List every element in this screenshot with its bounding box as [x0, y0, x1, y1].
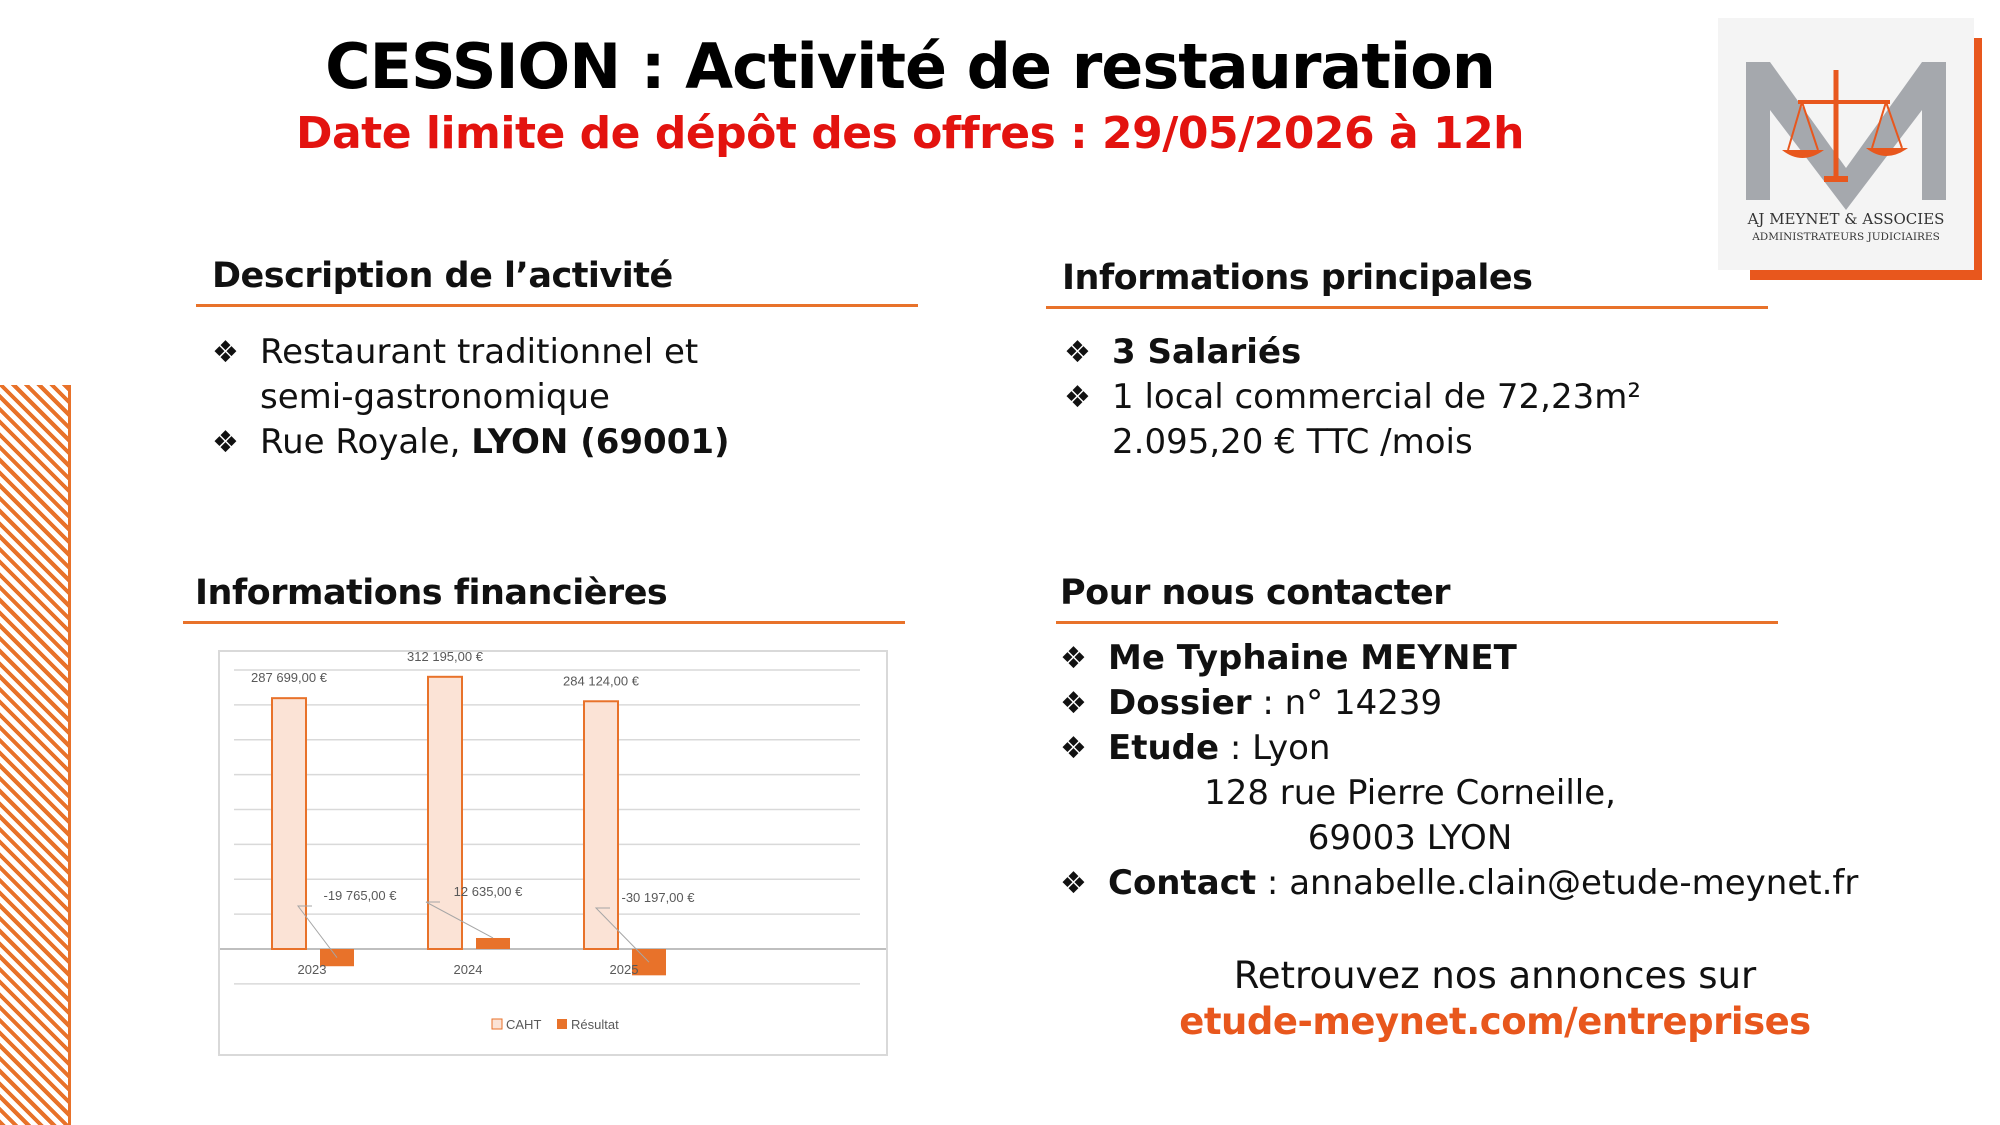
contact-name: Me Typhaine MEYNET [1108, 638, 1517, 678]
list-item: ❖ 1 local commercial de 72,23m² 2.095,20 € TTC /mois [1064, 377, 1641, 462]
list-item: ❖ 3 Salariés [1064, 330, 1704, 375]
promo-text: Retrouvez nos annonces sur [1233, 954, 1757, 997]
logo-shadow [1750, 270, 1982, 280]
legend-label-caht: CAHT [506, 1017, 542, 1032]
main-info-heading: Informations principales [1046, 258, 1768, 309]
legend-label-resultat: Résultat [571, 1017, 619, 1032]
side-decoration [0, 385, 71, 1125]
diamond-bullet-icon: ❖ [1064, 335, 1091, 370]
bar-caht [428, 677, 462, 949]
diamond-bullet-icon: ❖ [1064, 380, 1091, 415]
company-logo [1718, 18, 1974, 270]
list-item [1060, 636, 1920, 681]
logo-m-scale-icon [1740, 40, 1952, 210]
data-label-resultat: 12 635,00 € [453, 884, 523, 899]
bar-caht [584, 701, 618, 949]
diamond-bullet-icon: ❖ [1060, 686, 1087, 721]
list-item: ❖ Etude : Lyon [1060, 726, 1920, 771]
bar-caht [272, 698, 306, 949]
list-item: ❖ Rue Royale, LYON (69001) [212, 420, 912, 465]
data-label-resultat: -19 765,00 € [323, 888, 397, 903]
bar-chart [220, 652, 886, 1054]
diamond-bullet-icon: ❖ [212, 335, 239, 370]
tick-label: 2023 [297, 962, 327, 977]
list-item: ❖ Restaurant traditionnel et semi-gastronomique [212, 332, 699, 417]
data-label-caht: 287 699,00 € [251, 670, 327, 686]
description-list [212, 330, 912, 465]
logo-name: AJ MEYNET & ASSOCIES [1747, 210, 1945, 228]
contact-heading: Pour nous contacter [1056, 573, 1778, 624]
legend-swatch-resultat [557, 1019, 567, 1029]
main-info-list [1064, 330, 1704, 465]
deadline-subtitle: Date limite de dépôt des offres : 29/05/2026 à 12h [295, 108, 1525, 159]
data-label-resultat: -30 197,00 € [621, 890, 695, 905]
logo-tagline: ADMINISTRATEURS JUDICIAIRES [1752, 231, 1940, 243]
list-item: ❖ Contact : annabelle.clain@etude-meynet.fr [1060, 861, 1920, 906]
data-label-caht: 312 195,00 € [407, 652, 483, 664]
contact-list [1060, 636, 1920, 906]
data-label-caht: 284 124,00 € [563, 673, 639, 689]
diamond-bullet-icon: ❖ [212, 425, 239, 460]
tick-label: 2025 [609, 962, 639, 977]
legend-swatch-caht [492, 1019, 502, 1029]
list-item: ❖ Dossier : n° 14239 [1060, 681, 1920, 726]
bar-resultat [476, 938, 510, 949]
address: 128 rue Pierre Corneille, 69003 LYON [1204, 773, 1616, 858]
diamond-bullet-icon: ❖ [1060, 731, 1087, 766]
description-heading: Description de l’activité [196, 256, 918, 307]
contact-email[interactable]: : annabelle.clain@etude-meynet.fr [1256, 863, 1859, 903]
diamond-bullet-icon: ❖ [1060, 866, 1087, 901]
financial-heading: Informations financières [183, 573, 905, 624]
diamond-bullet-icon: ❖ [1060, 641, 1087, 676]
promo-link[interactable]: etude-meynet.com/entreprises [1179, 1000, 1811, 1043]
tick-label: 2024 [453, 962, 483, 977]
financial-chart [218, 650, 888, 1056]
page-title: CESSION : Activité de restauration [325, 30, 1495, 103]
